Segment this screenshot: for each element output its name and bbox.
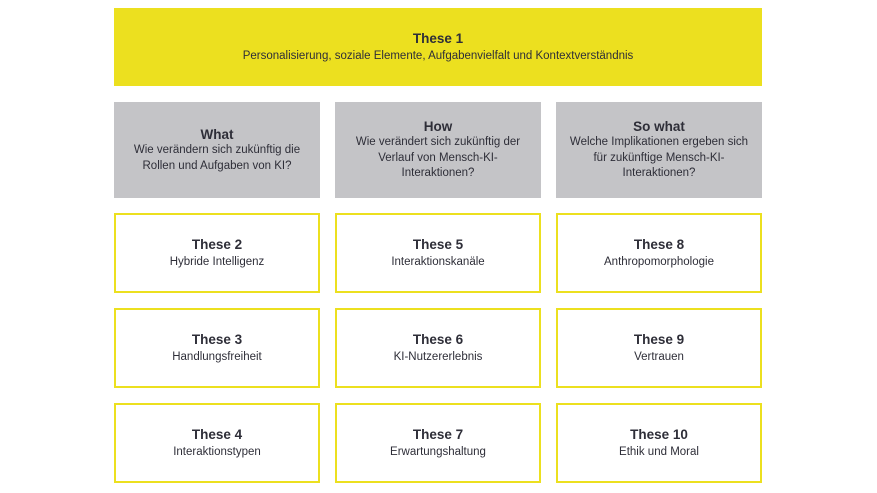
question-title-so-what: So what: [633, 119, 685, 135]
thesis-1-subtitle: Personalisierung, soziale Elemente, Aufgabenvielfalt und Kontextverständnis: [242, 49, 634, 62]
thesis-9-label: Vertrauen: [634, 350, 684, 363]
thesis-9-title: These 9: [633, 331, 685, 347]
thesis-5-label: Interaktionskanäle: [391, 255, 485, 268]
thesis-6-title: These 6: [412, 331, 464, 347]
thesis-10-label: Ethik und Moral: [619, 445, 699, 458]
thesis-10-title: These 10: [630, 426, 688, 442]
thesis-1-title: These 1: [412, 30, 464, 46]
thesis-6-box: [335, 308, 541, 388]
thesis-5-title: These 5: [412, 236, 464, 252]
thesis-4-box: [114, 403, 320, 483]
thesis-3-label: Handlungsfreiheit: [172, 350, 262, 363]
thesis-7-label: Erwartungshaltung: [390, 445, 486, 458]
question-text-what: Wie verändern sich zukünftig die Rollen und Aufgaben von KI?: [133, 144, 301, 172]
question-text-how: Wie verändert sich zukünftig der Verlauf von Mensch-KI-Interaktionen?: [355, 136, 521, 180]
thesis-5-box: [335, 213, 541, 293]
thesis-2-title: These 2: [191, 236, 243, 252]
thesis-4-title: These 4: [191, 426, 243, 442]
thesis-7-box: [335, 403, 541, 483]
thesis-3-box: [114, 308, 320, 388]
question-box-how: [335, 102, 541, 198]
thesis-4-label: Interaktionstypen: [173, 445, 261, 458]
question-box-what: [114, 102, 320, 198]
question-title-how: How: [423, 119, 453, 135]
thesis-7-title: These 7: [412, 426, 464, 442]
question-text-so-what: Welche Implikationen ergeben sich für zukünftige Mensch-KI-Interaktionen?: [569, 136, 749, 180]
question-box-so-what: [556, 102, 762, 198]
thesis-10-box: [556, 403, 762, 483]
thesis-8-label: Anthropomorphologie: [604, 255, 714, 268]
thesis-1-banner: [114, 8, 762, 86]
thesis-2-box: [114, 213, 320, 293]
thesis-8-box: [556, 213, 762, 293]
thesis-2-label: Hybride Intelligenz: [169, 255, 265, 268]
thesis-6-label: KI-Nutzererlebnis: [393, 350, 483, 363]
thesis-9-box: [556, 308, 762, 388]
thesis-8-title: These 8: [633, 236, 685, 252]
question-title-what: What: [200, 127, 234, 142]
thesis-3-title: These 3: [191, 331, 243, 347]
